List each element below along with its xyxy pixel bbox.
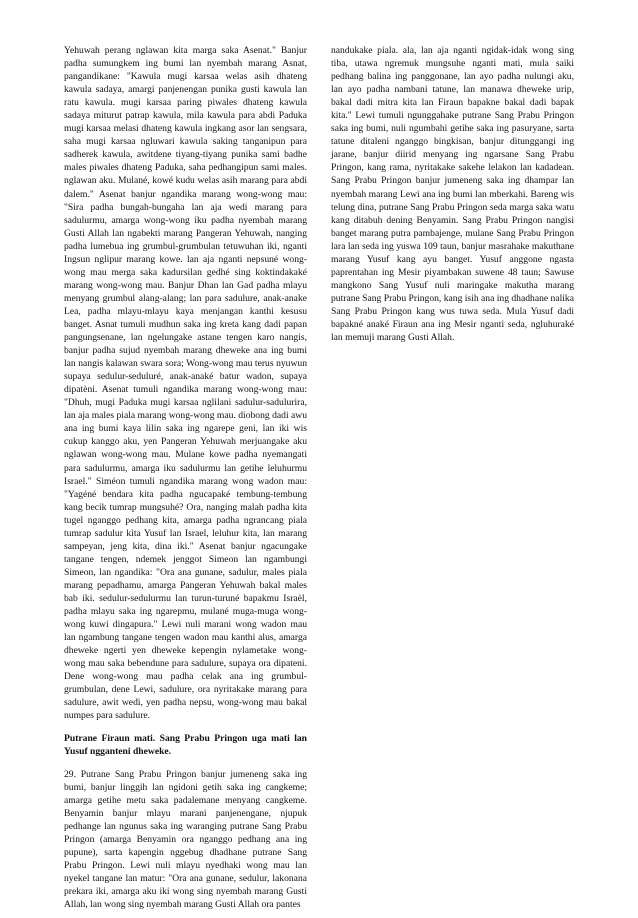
body-paragraph: Yehuwah perang nglawan kita marga saka Asenat." Banjur padha sumungkem ing bumi lan nyembah marang Asnat, pangandikane: "Kawula mugi karsaa welas asih dhateng kawula sadaya, amargi panjenengan punika gusti kawula lan ratu kawula. mugi karsaa paring piwales dhateng kawula sadaya miturut patrap kawula, mila kawula para abdi Paduka mugi karsaa melasi dhateng kawula ingkang asor lan sengsara, saha mugi karsaa ngluwari kawula saking tanganipun para sadherek kawula, awitdene tiyang-tiyang punika sami badhe males piwales dhateng Paduka, saha pedhangipun sami males. nglawan aku. Mulané, kowé kudu welas asih marang para abdi dalem." Asenat banjur ngandika marang wong-wong mau: "Sira padha bungah-bungaha lan aja wedi marang para sadulurmu, amarga wong-wong iku padha nyembah marang Gusti Allah lan ngabekti marang Pangeran Yehuwah, nanging padha lumebua ing grumbul-grumbulan tetuwuhan iki, nganti Ingsun nglipur marang kowe. lan aja nganti nepsuné wong-wong mau merga saka kadursilan gedhé sing koktindakaké marang wong-wong mau. Banjur Dhan lan Gad padha mlayu menyang grumbul alang-alang; lan para sadulure, anak-anake Lea, padha mlayu-mlayu kaya menjangan kanthi kesusu banget. Asnat tumuli mudhun saka ing kreta kang dadi papan pangungsenane, lan ngelungake astane tengen karo nangis, banjur padha sujud nyembah marang dheweke ana ing bumi lan nangis kalawan swara sora; Wong-wong mau terus nyuwun supaya sedulur-seduluré, anak-anaké batur wadon, supaya dipatèni. Asenat tumuli ngandika marang wong-wong mau: "Dhuh, mugi Paduka mugi karsaa nglilani sadulur-sadulurira, lan aja males piala marang wong-wong mau. diobong dadi awu ana ing bumi kaya lilin saka ing ngarepe geni, lan iki wis cukup kanggo aku, yen Pangeran Yehuwah merjuangake aku nglawan wong-wong mau. Mulane kowe padha nyemangati para sadulurmu, amarga iku sadulurmu lan getihe leluhurmu Israel." Siméon tumuli ngandika marang wong wadon mau: "Yagéné bendara kita padha ngucapaké tembung-tembung kang becik tumrap mungsuhé? Ora, nanging malah padha kita tugel nganggo pedhang kita, amarga padha ngrancang piala tumrap sadulur kita Yusuf lan Israel, leluhur kita, lan marang sampeyan, jeng kita, dina iki." Asenat banjur ngacungake tangane tengen, ndemek jenggot Simeon lan ngambungi Simeon, lan ngandika: "Ora ana gunane, sadulur, males piala marang pepadhamu, amarga Pangeran Yehuwah bakal males bab iki. sedulur-sedulurmu lan turun-turuné bapakmu Israèl, padha mlayu saka ing ngarepmu, mulané muga-muga wong-wong kuwi dingapura." Lewi nuli marani wong wadon mau lan ngambung tangane tengen wadon mau kanthi alus, amarga dheweke ngerti yen dheweke kepengin nylametake wong-wong mau saka bebendune para sadulure, supaya ora dipateni. Dene wong-wong mau padha celak ana ing grumbul-grumbulan, dene Lewi, sadulure, ora nyritakake marang para sadulure, awit wedi, yen padha nepsu, wong-wong mau bakal numpes para sadulure. <box>64 45 307 722</box>
left-column <box>64 44 307 918</box>
section-heading: Putrane Firaun mati. Sang Prabu Pringon uga mati lan Yusuf ngganteni dheweke. <box>64 733 307 758</box>
body-paragraph: nandukake piala. ala, lan aja nganti ngidak-idak wong sing tiba, utawa ngremuk mungsuhe nganti mati, mula saiki pedhang balina ing panggonane, lan ayo padha nulungi aku, lan ayo padha nambani tatune, lan manawa dheweke urip, bakal dadi mitra kita lan Firaun bapakne bakal dadi bapak kita." Lewi tumuli ngunggahake putrane Sang Prabu Pringon saka ing bumi, nuli ngumbahi getihe saka ing pasuryane, sarta tatune ditaleni nganggo bingkisan, banjur ditunggangi ing jarane, banjur diirid menyang ing ngarsane Sang Prabu Pringon, kang rama, nyritakake sakehe lelakon lan kadadean. Sang Prabu Pringon banjur jumeneng saka ing dhampar lan nyembah marang Lewi ana ing bumi lan mberkahi. Bareng wis telung dina, putrane Sang Prabu Pringon seda marga saka watu kang ditabuh dening Benyamin. Sang Prabu Pringon nangisi banget marang putra pambajenge, mulane Sang Prabu Pringon lara lan seda ing yuswa 109 taun, banjur masrahake makuthane marang Yusuf kang ayu banget. Yusuf anggone ngasta paprentahan ing Mesir piyambakan suwene 48 taun; Sawuse mangkono Sang Yusuf nuli maringake makutha marang putrane Sang Prabu Pringon, kang isih ana ing dhadhane nalika Sang Prabu Pringon kang wus tuwa seda. Mula Yusuf dadi bapakné anaké Firaun ana ing Mesir nganti seda, ngluhuraké lan memuji marang Gusti Allah. <box>331 45 574 344</box>
body-paragraph: 29. Putrane Sang Prabu Pringon banjur jumeneng saka ing bumi, banjur linggih lan ngidoni getih saka ing cangkeme; amarga getihe metu saka padalemane menyang cangkeme. Benyamin banjur mlayu marani panjenengane, njupuk pedhange lan ngunus saka ing waranging putrane Sang Prabu Pringon (amarga Benyamin ora nganggo pedhang ana ing pupune), sarta kapengin nggebug dhadhane putrane Sang Prabu Pringon. Lewi nuli mlayu nyedhaki wong mau lan nyekel tangane lan matur: "Ora ana gunane, sedulur, lakonana prekara iki, amarga aku iki wong sing nyembah marang Gusti Allah, lan wong sing nyembah marang Gusti Allah ora pantes <box>64 768 307 910</box>
right-column <box>331 44 574 351</box>
